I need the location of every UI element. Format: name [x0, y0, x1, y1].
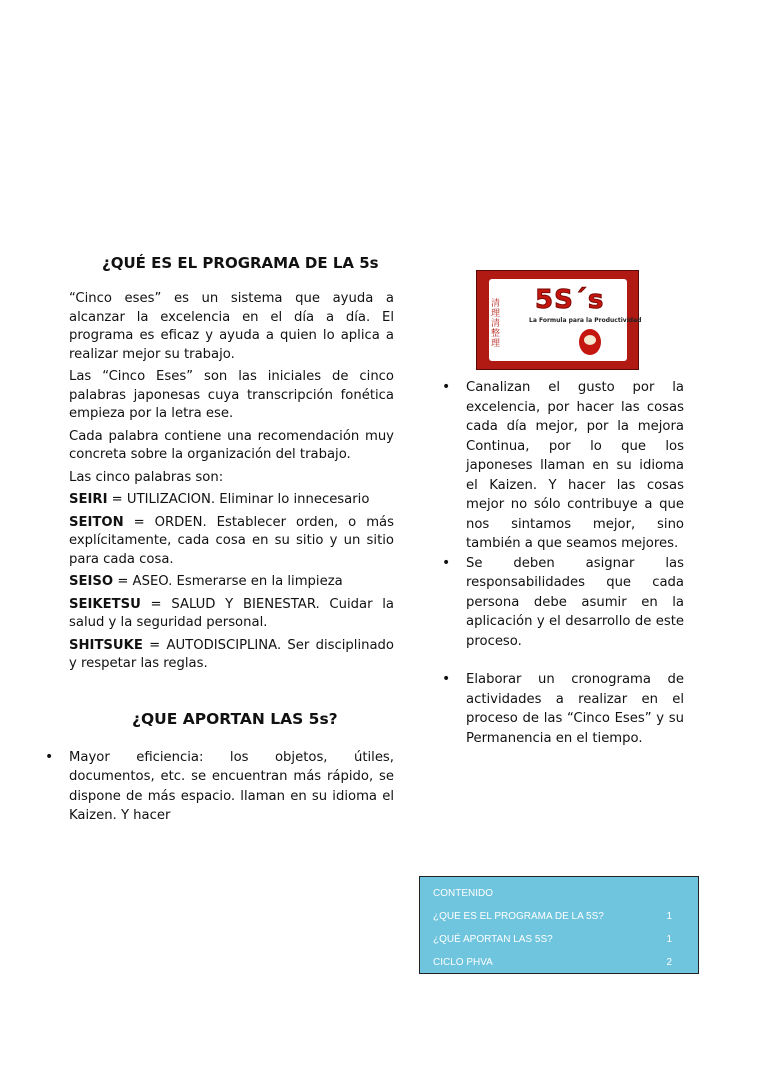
word-seiso: SEISO = ASEO. Esmerarse en la limpieza [69, 574, 343, 589]
list-item: • Mayor eficiencia: los objetos, útiles, documentos, etc. se encuentran más rápido, se dispone de más espacio. llaman en su idioma el Kaizen. Y hacer [45, 748, 394, 823]
logo-kanji: 清理清整理 [491, 299, 501, 349]
toc-entry[interactable] [433, 957, 672, 968]
toc-entry-label[interactable]: CICLO PHVA [433, 957, 493, 968]
paragraph-five-words: Las cinco palabras son: [69, 469, 224, 485]
toc-entry[interactable] [433, 934, 672, 945]
section-heading-what-is: ¿QUÉ ES EL PROGRAMA DE LA 5s [102, 254, 379, 272]
word-seiton: SEITON = ORDEN. Establecer orden, o más explícitamente, cada cosa en su sitio y un sitio para cada cosa. [69, 514, 394, 567]
daruma-icon [579, 329, 601, 355]
bullet-icon: • [442, 379, 451, 395]
bullet-icon: • [442, 554, 451, 571]
list-item: • Se deben asignar las responsabilidades que cada persona debe asumir en la aplicación y el desarrollo de este proceso. [442, 554, 684, 649]
toc-entry[interactable] [433, 911, 672, 922]
benefits-list [45, 748, 394, 826]
toc-entry-page: 2 [666, 957, 672, 968]
list-item: • Elaborar un cronograma de actividades a realizar en el proceso de las “Cinco Eses” y su Permanencia en el tiempo. [442, 671, 684, 746]
toc-title: CONTENIDO [433, 888, 493, 899]
paragraph-intro: “Cinco eses” es un sistema que ayuda a alcanzar la excelencia en el día a día. El programa es eficaz y ayuda a quien lo aplica a realizar mejor su trabajo. [69, 291, 394, 362]
toc-entry-label[interactable]: ¿QUE ES EL PROGRAMA DE LA 5S? [433, 911, 604, 922]
left-column [45, 254, 394, 826]
logo-title: 5S´s [535, 285, 605, 315]
toc-title-row [433, 888, 672, 899]
word-seiketsu: SEIKETSU = SALUD Y BIENESTAR. Cuidar la salud y la seguridad personal. [69, 596, 394, 630]
section-heading-what-they-bring: ¿QUE APORTAN LAS 5s? [132, 709, 338, 728]
table-of-contents [419, 876, 699, 974]
toc-entry-page: 1 [666, 911, 672, 922]
toc-entry-label[interactable]: ¿QUÉ APORTAN LAS 5S? [433, 934, 553, 945]
word-shitsuke: SHITSUKE = AUTODISCIPLINA. Ser disciplinado y respetar las reglas. [69, 637, 394, 671]
paragraph-recommendation: Cada palabra contiene una recomendación muy concreta sobre la organización del trabajo. [69, 428, 394, 462]
bullet-icon: • [442, 671, 451, 687]
bullet-icon: • [45, 748, 54, 765]
5s-logo-image [476, 270, 642, 370]
logo-subtitle: La Formula para la Productividad [529, 317, 642, 324]
right-column [442, 378, 684, 748]
word-seiri: SEIRI = UTILIZACION. Eliminar lo innecesario [69, 492, 370, 507]
paragraph-initials: Las “Cinco Eses” son las iniciales de cinco palabras japonesas cuya transcripción fonética empieza por la letra ese. [69, 369, 394, 421]
benefits-list-right [442, 378, 684, 748]
list-item: • Canalizan el gusto por la excelencia, por hacer las cosas cada día mejor, por la mejora Continua, por lo que los japoneses llaman en su idioma el Kaizen. Y hacer las cosas mejor no sólo contribuye a que nos sintamos mejor, sino también a que seamos mejores. [442, 379, 684, 551]
toc-entry-page: 1 [666, 934, 672, 945]
